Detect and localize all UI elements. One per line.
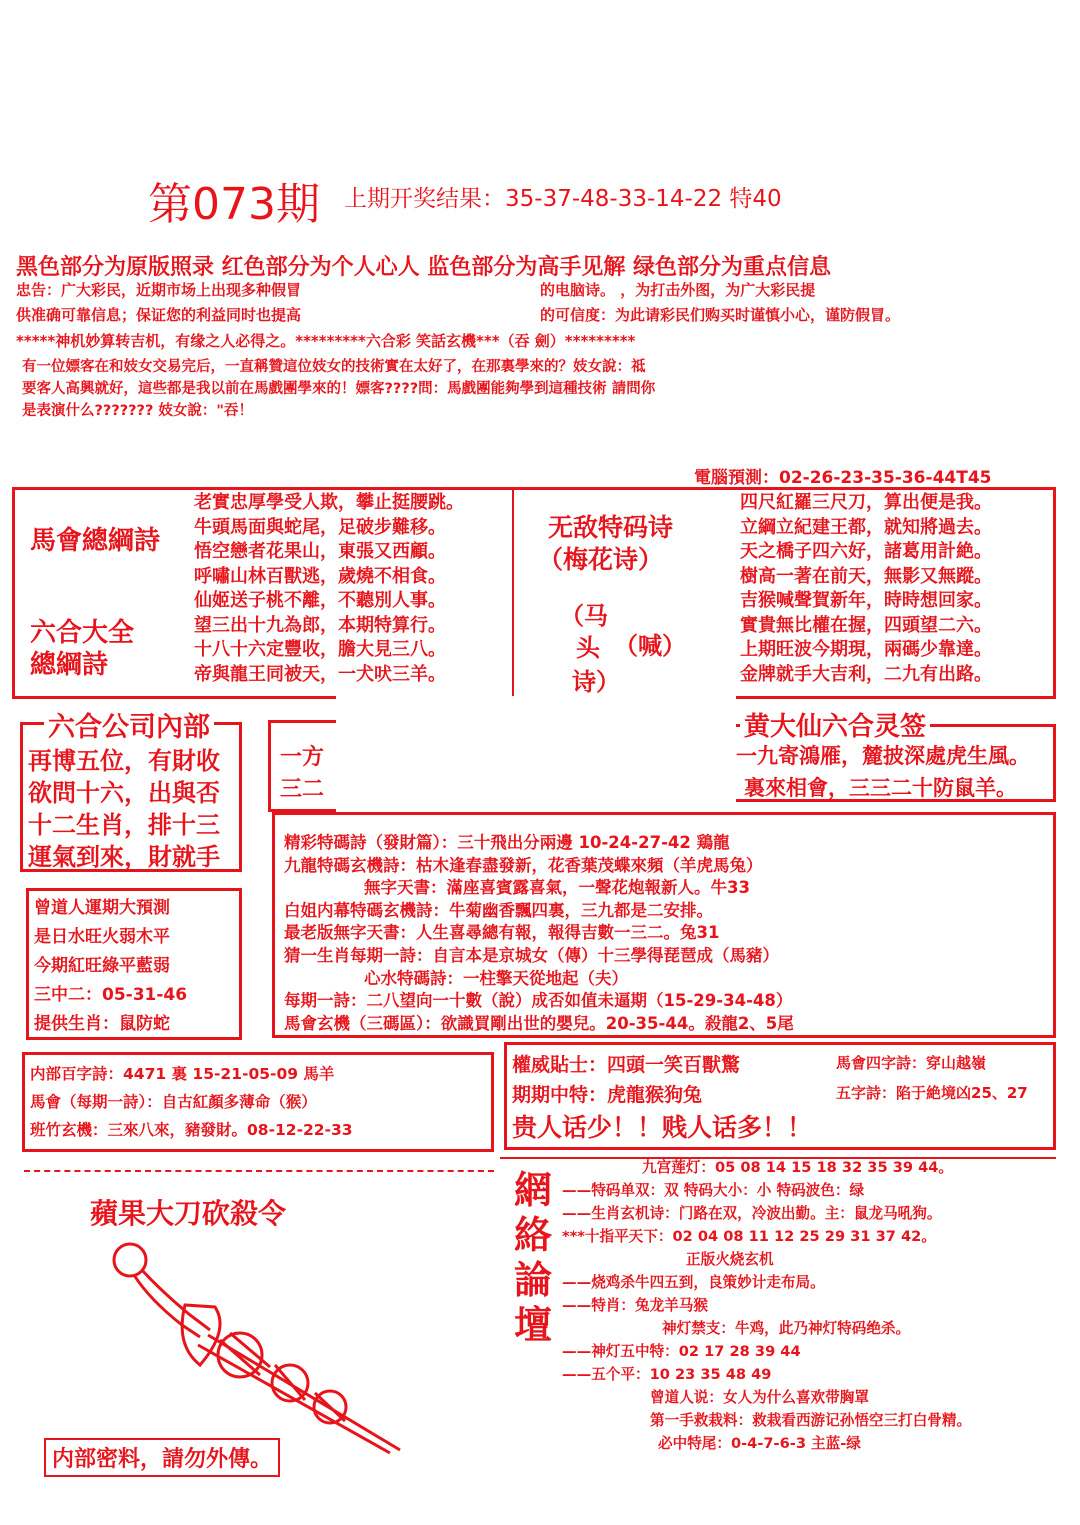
middle-line: 無字天書：滿座喜賓露喜氣，一聲花炮報新人。牛33 [364,878,750,898]
poem-line: 四尺紅羅三尺刀，算出便是我。 [740,492,992,513]
forum-side-char: 論 [513,1258,552,1302]
mahui-poem [194,491,464,687]
middle-line: 最老版無字天書：人生喜尋總有報，報得吉數一三二。兔31 [284,923,720,943]
forum-line: 曾道人说：女人为什么喜欢带胸罩 [650,1389,869,1406]
poem-line: 樹高一著在前天，無影又無蹤。 [740,565,992,587]
neibu-line: 馬會（每期一詩）：自古紅顏多薄命（猴） [30,1093,317,1111]
notice-line: 的可信度：为此请彩民们购买时谨慎小心，谨防假冒。 [540,306,901,324]
forum-line: ——特肖：兔龙羊马猴 [562,1297,708,1314]
company-line: 十二生肖，排十三 [28,811,220,839]
zengdao-lines [34,894,187,1039]
middle-line: 白姐内幕特碼玄機詩：牛菊幽香飄四裏，三九都是二安排。 [284,900,713,920]
notice-line: 供准确可靠信息；保证您的利益同时也提高 [16,306,302,324]
last-result: 上期开奖结果：35-37-48-33-14-22 特40 [344,186,782,212]
forum-side-char: 網 [513,1168,552,1212]
special-subtitle: （梅花诗） [538,545,664,574]
forum-line: ——烧鸡杀牛四五到，良策妙计走布局。 [562,1274,825,1291]
middle-line: 每期一詩：二八望向一十數（說）成否如值未逼期（15-29-34-48） [284,991,793,1011]
poem-line: 上期旺波今期現，兩碼少靠達。 [740,639,992,660]
forum-line: ——生肖玄机诗：门路在双，冷波出勤。主：鼠龙马吼狗。 [562,1205,942,1222]
neibu-line: 内部百字詩：4471 裏 15-21-05-09 馬羊 [30,1065,335,1083]
mahui-right-poem [740,491,992,687]
special-title: 无敌特码诗 [548,513,674,542]
forum-line: 必中特尾：0-4-7-6-3 主蓝-绿 [658,1435,861,1452]
huangdaxian-title: 黄大仙六合灵签 [740,706,930,743]
forum-line: ——神灯五中特：02 17 28 39 44 [562,1343,801,1360]
company-line: 欲問十六，出與否 [28,779,220,807]
zengdao-line: 是日水旺火弱木平 [34,927,170,947]
forum-line: ——特码单双：双 特码大小：小 特码波色：绿 [562,1182,865,1199]
liuhe-label: 六合大全 [30,618,135,648]
poem-line: 立綱立紀建王都，就知將過去。 [740,516,992,538]
forum-line: 正版火烧玄机 [686,1251,774,1268]
horse-3: （喊） [614,632,686,660]
horse-2: 头 [576,634,600,662]
forum-lines [562,1156,971,1455]
mahui-label: 馬會總綱詩 [30,526,161,556]
zengdao-line: 三中二：05-31-46 [34,985,188,1005]
poem-line: 老實忠厚學受人欺，攀止挺腰跳。 [194,492,464,513]
notice-line: 忠告：广大彩民，近期市场上出现多种假冒 [16,281,302,299]
poem-line: 實貴無比權在握，四頭望二六。 [740,614,992,636]
zengdao-line: 今期紅旺綠平藍弱 [34,956,170,976]
joke-title: *****神机妙算转吉机，有缘之人必得之。*********六合彩 笑話玄機***（吞 劍）********* [16,332,636,350]
dagger-icon [90,1235,420,1460]
horse-1: （马 [560,602,608,630]
company-title: 六合公司內部 [44,705,214,744]
computer-forecast: 電腦預測：02-26-23-35-36-44T45 [694,468,992,488]
neibu-lines [30,1060,353,1144]
middle-line: 九龍特碼玄機詩：枯木逢春盡發新，花香葉茂蝶來頻（羊虎馬兔） [284,855,763,875]
middle-line: 心水特碼詩：一柱擎天從地起（夫） [364,968,628,988]
joke-line: 是表演什么??????? 妓女說："吞！ [22,403,253,419]
poem-line: 悟空戀者花果山，東張又西顧。 [194,541,446,562]
zengdao-title: 曾道人運期大預測 [34,898,170,918]
dotted-rule [24,1170,494,1172]
slogan: 贵人话少！！贱人话多！！ [512,1113,813,1142]
company-line: 運氣到來，財就手 [28,843,220,871]
yifang-line-2: 三二 [280,777,325,802]
joke-line: 要客人高興就好，這些都是我以前在馬戲團學來的！嫖客????問：馬戲團能夠學到這種技術 請問你 [22,381,656,397]
poem-line: 天之橋子四六好，諸葛用計絶。 [740,541,992,562]
mahui-four: 馬會四字詩：穿山越嶺 [836,1054,987,1072]
huangdaxian-line-2: 裏來相會，三三二十防鼠羊。 [744,776,1017,800]
apple-footer: 内部密料，請勿外傳。 [44,1438,280,1477]
five-word: 五字詩：陷于絶境凶25、27 [836,1084,1028,1102]
poem-line: 吉猴喊聲賀新年，時時想回家。 [740,590,992,611]
joke-line: 有一位嫖客在和妓女交易完后，一直稱贊這位妓女的技術實在太好了，在那裏學來的？妓女說：祗 [22,359,646,375]
apple-title: 蘋果大刀砍殺令 [90,1197,287,1230]
joke-text [22,356,655,422]
middle-line: 猜一生肖每期一詩：自言本是京城女（傳）十三學得琵琶成（馬豬） [284,945,779,965]
middle-line: 馬會玄機（三碼區）：欲識買剛出世的嬰兒。20-35-44。殺龍2、5尾 [284,1013,794,1033]
divider [512,490,514,696]
notice-left [16,278,301,328]
forum-line: 第一手救栽料：救栽看西游记孙悟空三打白骨精。 [650,1412,972,1429]
forum-side-char: 壇 [513,1303,552,1347]
forum-side-char: 絡 [513,1213,552,1257]
notice-line: 的电脑诗。 ，为打击外图，为广大彩民提 [540,281,816,299]
company-lines [28,745,220,873]
poem-line: 呼嘯山林百獸逃，歲燒不相食。 [194,565,446,587]
forum-line: ——五个平：10 23 35 48 49 [562,1366,772,1383]
forum-side [510,1168,556,1348]
horse-4: 诗） [572,668,620,696]
forum-line: 神灯禁支：牛鸡，此乃神灯特码绝杀。 [662,1320,911,1337]
poem-line: 十八十六定豐收，膽大見三八。 [194,639,446,660]
neibu-line: 班竹玄機：三來八來，豬發財。08-12-22-33 [30,1121,353,1139]
poem-line: 牛頭馬面與蛇尾，足破步難移。 [194,516,446,538]
color-legend: 黑色部分为原版照录 红色部分为个人心人 监色部分为高手见解 绿色部分为重点信息 [16,255,831,280]
middle-lines [284,832,794,1035]
yifang-line: 一方 [280,745,325,770]
issue-number: 第073期 [148,179,320,230]
forum-line: ***十指平天下：02 04 08 11 12 25 29 31 37 42。 [562,1228,936,1245]
middle-line: 精彩特碼詩（發財篇）：三十飛出分兩邊 10-24-27-42 鶏龍 [284,833,730,852]
huangdaxian-line: 一九寄鴻雁，麓披深處虎生風。 [736,744,1030,768]
company-line: 再博五位，有財收 [28,747,220,775]
poem-line: 帝與龍王同被天，一犬吠三羊。 [194,663,446,685]
poem-line: 仙姬送子桃不離，不聽別人事。 [194,590,446,611]
blank-block [336,696,736,828]
authority-tip: 權威貼士：四頭一笑百獸驚 [512,1054,741,1076]
notice-right [540,278,900,328]
qiqi-special: 期期中特：虎龍猴狗兔 [512,1084,703,1106]
poem-line: 金牌就手大吉利，二九有出路。 [740,663,992,685]
liuhe-label-2: 總綱詩 [30,650,109,680]
forum-line: 九宫莲灯：05 08 14 15 18 32 35 39 44。 [642,1159,953,1176]
poem-line: 望三出十九為郎，本期特算行。 [194,614,446,636]
zengdao-line: 提供生肖：鼠防蛇 [34,1014,170,1034]
